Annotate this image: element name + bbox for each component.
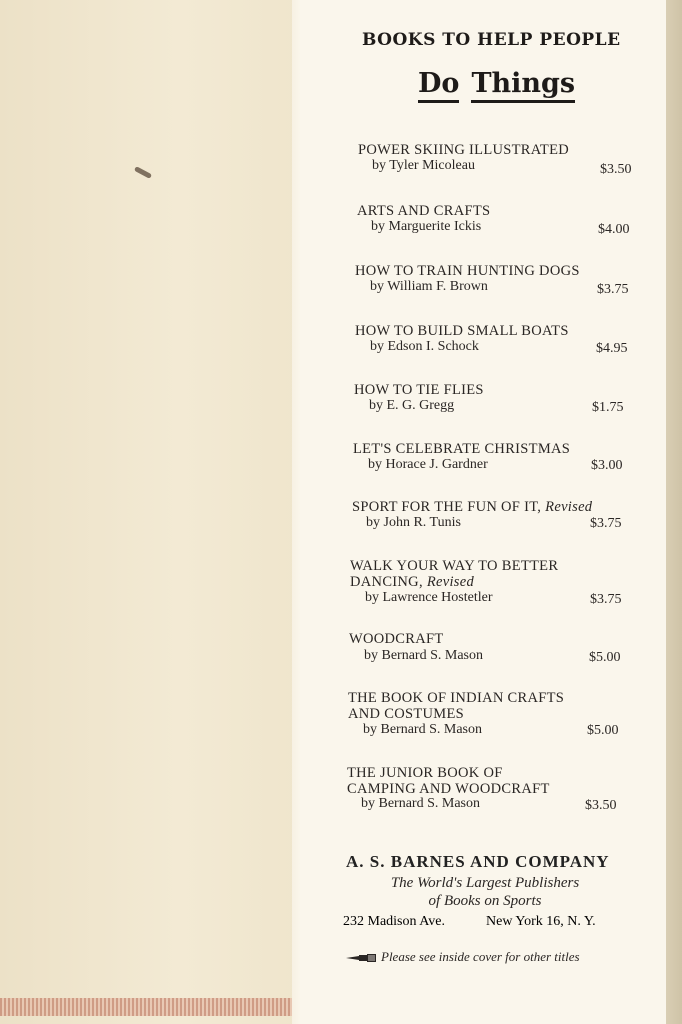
book-price: $3.50 xyxy=(585,798,617,813)
book-author: by Bernard S. Mason xyxy=(363,722,482,737)
book-entry xyxy=(348,690,630,740)
book-price: $4.00 xyxy=(598,222,630,237)
book-price: $3.00 xyxy=(591,458,623,473)
book-title-line2: AND COSTUMES xyxy=(348,706,464,722)
pointing-hand-icon xyxy=(345,953,377,963)
book-price: $3.75 xyxy=(597,282,629,297)
book-author: by Bernard S. Mason xyxy=(361,796,480,811)
header-main-word2: Things xyxy=(471,68,575,103)
book-title-italic: Revised xyxy=(545,499,593,515)
book-title-line2: DANCING, xyxy=(350,574,423,590)
book-title: LET'S CELEBRATE CHRISTMAS xyxy=(353,441,571,457)
book-title: THE JUNIOR BOOK OF xyxy=(347,765,503,781)
book-price: $3.75 xyxy=(590,592,622,607)
book-title-line2-wrap xyxy=(350,574,632,590)
book-entry xyxy=(354,382,634,416)
header-top: BOOKS TO HELP PEOPLE xyxy=(362,30,621,50)
book-author: by Bernard S. Mason xyxy=(364,648,483,663)
book-title: ARTS AND CRAFTS xyxy=(357,203,491,219)
book-entry xyxy=(349,631,629,665)
book-author: by William F. Brown xyxy=(370,279,488,294)
book-price: $5.00 xyxy=(589,650,621,665)
book-title-italic: Revised xyxy=(426,574,475,590)
book-price: $5.00 xyxy=(587,723,619,738)
book-author: by Marguerite Ickis xyxy=(371,219,482,234)
tagline-line2: of Books on Sports xyxy=(428,893,542,909)
inside-cover-note-text: Please see inside cover for other titles xyxy=(381,949,580,964)
book-entry xyxy=(357,203,637,237)
header-main-word1: Do xyxy=(418,68,459,103)
inside-cover-note xyxy=(345,949,580,965)
book-entry xyxy=(358,142,638,176)
book-price: $3.75 xyxy=(590,516,622,531)
book-entry xyxy=(355,263,635,297)
book-title: HOW TO TIE FLIES xyxy=(354,382,484,398)
spine-band xyxy=(0,998,292,1016)
book-author: by Edson I. Schock xyxy=(370,339,479,354)
book-price: $1.75 xyxy=(592,400,624,415)
book-author: by Tyler Micoleau xyxy=(372,158,475,173)
left-page xyxy=(0,0,300,1024)
book-entry xyxy=(347,765,629,815)
book-title: WALK YOUR WAY TO BETTER xyxy=(350,558,559,574)
book-entry xyxy=(355,323,635,357)
book-title-line2: CAMPING AND WOODCRAFT xyxy=(347,781,550,797)
book-entry xyxy=(353,441,633,475)
book-title: THE BOOK OF INDIAN CRAFTS xyxy=(348,690,565,706)
publisher-name: A. S. BARNES AND COMPANY xyxy=(346,852,610,871)
book-author: by John R. Tunis xyxy=(366,515,461,530)
book-author: by Lawrence Hostetler xyxy=(365,590,493,605)
book-title: POWER SKIING ILLUSTRATED xyxy=(358,142,569,158)
book-title: HOW TO BUILD SMALL BOATS xyxy=(355,323,569,339)
book-title-line xyxy=(352,499,632,515)
book-author: by Horace J. Gardner xyxy=(368,457,488,472)
tagline-line1: The World's Largest Publishers xyxy=(390,875,580,891)
book-price: $3.50 xyxy=(600,162,632,177)
book-title: WOODCRAFT xyxy=(349,631,444,647)
header-main xyxy=(418,68,575,99)
book-entry xyxy=(350,558,632,608)
publisher-street: 232 Madison Ave. xyxy=(343,914,446,929)
book-entry xyxy=(352,499,632,533)
book-price: $4.95 xyxy=(596,341,628,356)
book-title: HOW TO TRAIN HUNTING DOGS xyxy=(355,263,580,279)
publisher-city: New York 16, N. Y. xyxy=(486,914,596,929)
publisher-tagline xyxy=(360,874,610,910)
book-author: by E. G. Gregg xyxy=(369,398,455,413)
page-edge xyxy=(666,0,682,1024)
book-title: SPORT FOR THE FUN OF IT, xyxy=(352,499,542,515)
